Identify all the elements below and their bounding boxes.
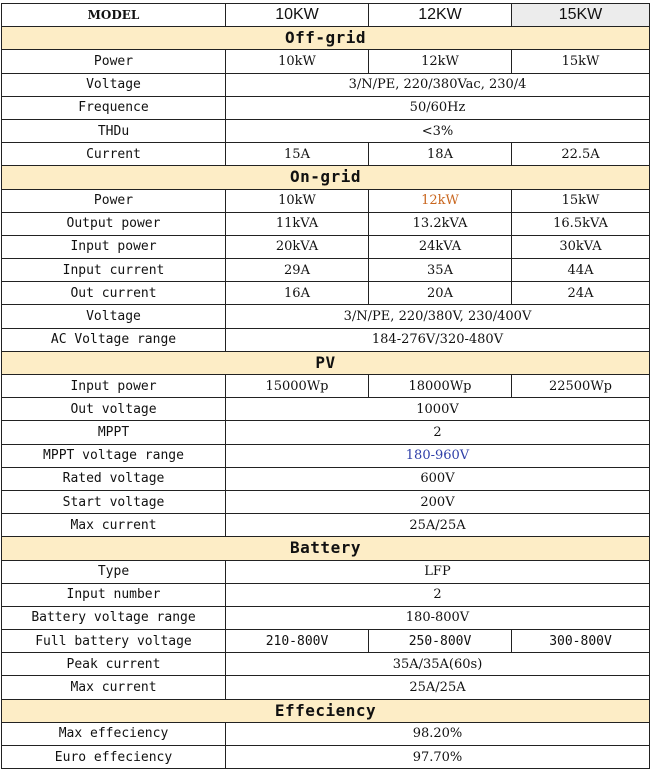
value-cell: 15kW <box>512 50 650 73</box>
table-row <box>2 235 650 258</box>
table-row <box>2 630 650 653</box>
param-label: Current <box>2 143 226 166</box>
section-title: On-grid <box>2 166 650 189</box>
table-row <box>2 50 650 73</box>
value-cell: 2 <box>226 421 650 444</box>
section-title: Battery <box>2 537 650 560</box>
param-label: Input power <box>2 375 226 398</box>
table-row <box>2 189 650 212</box>
table-row <box>2 119 650 142</box>
table-row <box>2 583 650 606</box>
section-title: PV <box>2 351 650 374</box>
value-cell: 18A <box>369 143 512 166</box>
param-label: Euro effeciency <box>2 746 226 769</box>
section-battery <box>2 537 650 560</box>
value-cell: 3/N/PE, 220/380V, 230/400V <box>226 305 650 328</box>
param-label: Max current <box>2 676 226 699</box>
value-cell: 11kVA <box>226 212 369 235</box>
value-cell: 35A <box>369 259 512 282</box>
value-cell: 180-800V <box>226 606 650 629</box>
model-label: MODEL <box>2 4 226 27</box>
value-cell: 20A <box>369 282 512 305</box>
param-label: AC Voltage range <box>2 328 226 351</box>
param-label: THDu <box>2 119 226 142</box>
value-cell: 97.70% <box>226 746 650 769</box>
value-cell: 29A <box>226 259 369 282</box>
section-on-grid <box>2 166 650 189</box>
table-row <box>2 212 650 235</box>
param-label: Full battery voltage <box>2 630 226 653</box>
value-cell: 35A/35A(60s) <box>226 653 650 676</box>
table-row <box>2 560 650 583</box>
table-row <box>2 676 650 699</box>
value-cell: 22.5A <box>512 143 650 166</box>
param-label: Out voltage <box>2 398 226 421</box>
value-cell: 44A <box>512 259 650 282</box>
model-10kw: 10KW <box>226 4 369 27</box>
value-cell: 180-960V <box>226 444 650 467</box>
param-label: Input number <box>2 583 226 606</box>
value-cell: 300-800V <box>512 630 650 653</box>
value-cell: 15000Wp <box>226 375 369 398</box>
table-row <box>2 746 650 769</box>
param-label: Power <box>2 50 226 73</box>
param-label: Battery voltage range <box>2 606 226 629</box>
param-label: Max current <box>2 514 226 537</box>
value-cell: <3% <box>226 119 650 142</box>
table-row <box>2 467 650 490</box>
table-row <box>2 722 650 745</box>
value-cell: 210-800V <box>226 630 369 653</box>
section-pv <box>2 351 650 374</box>
value-cell: 600V <box>226 467 650 490</box>
value-cell: 16A <box>226 282 369 305</box>
value-cell: 50/60Hz <box>226 96 650 119</box>
table-row <box>2 490 650 513</box>
param-label: Start voltage <box>2 490 226 513</box>
param-label: Type <box>2 560 226 583</box>
value-cell: 18000Wp <box>369 375 512 398</box>
value-cell: 20kVA <box>226 235 369 258</box>
table-row <box>2 653 650 676</box>
spec-table <box>1 3 650 769</box>
table-row <box>2 398 650 421</box>
param-label: Voltage <box>2 73 226 96</box>
param-label: Voltage <box>2 305 226 328</box>
value-cell: 2 <box>226 583 650 606</box>
value-cell: 3/N/PE, 220/380Vac, 230/4 <box>226 73 650 96</box>
value-cell: 10kW <box>226 50 369 73</box>
param-label: Max effeciency <box>2 722 226 745</box>
param-label: Output power <box>2 212 226 235</box>
table-row <box>2 143 650 166</box>
value-cell: 24kVA <box>369 235 512 258</box>
value-cell: 184-276V/320-480V <box>226 328 650 351</box>
table-row <box>2 514 650 537</box>
param-label: Input power <box>2 235 226 258</box>
table-row <box>2 328 650 351</box>
param-label: MPPT <box>2 421 226 444</box>
table-row <box>2 444 650 467</box>
section-effeciency <box>2 699 650 722</box>
header-row <box>2 4 650 27</box>
section-off-grid <box>2 27 650 50</box>
param-label: Power <box>2 189 226 212</box>
section-title: Off-grid <box>2 27 650 50</box>
value-cell: 30kVA <box>512 235 650 258</box>
param-label: Rated voltage <box>2 467 226 490</box>
value-cell: 25A/25A <box>226 514 650 537</box>
value-cell: 24A <box>512 282 650 305</box>
param-label: Input current <box>2 259 226 282</box>
section-title: Effeciency <box>2 699 650 722</box>
table-row <box>2 282 650 305</box>
value-cell: 98.20% <box>226 722 650 745</box>
model-12kw: 12KW <box>369 4 512 27</box>
value-cell: 15A <box>226 143 369 166</box>
value-cell: 16.5kVA <box>512 212 650 235</box>
value-cell: 1000V <box>226 398 650 421</box>
value-cell: 12kW <box>369 50 512 73</box>
table-row <box>2 606 650 629</box>
table-row <box>2 305 650 328</box>
table-row <box>2 421 650 444</box>
value-cell: 200V <box>226 490 650 513</box>
value-cell: 22500Wp <box>512 375 650 398</box>
value-cell: 12kW <box>369 189 512 212</box>
param-label: Frequence <box>2 96 226 119</box>
value-cell: 13.2kVA <box>369 212 512 235</box>
value-cell: LFP <box>226 560 650 583</box>
value-cell: 10kW <box>226 189 369 212</box>
value-cell: 25A/25A <box>226 676 650 699</box>
model-15kw: 15KW <box>512 4 650 27</box>
table-row <box>2 259 650 282</box>
param-label: MPPT voltage range <box>2 444 226 467</box>
param-label: Peak current <box>2 653 226 676</box>
table-row <box>2 96 650 119</box>
value-cell: 250-800V <box>369 630 512 653</box>
table-row <box>2 375 650 398</box>
value-cell: 15kW <box>512 189 650 212</box>
param-label: Out current <box>2 282 226 305</box>
table-row <box>2 73 650 96</box>
